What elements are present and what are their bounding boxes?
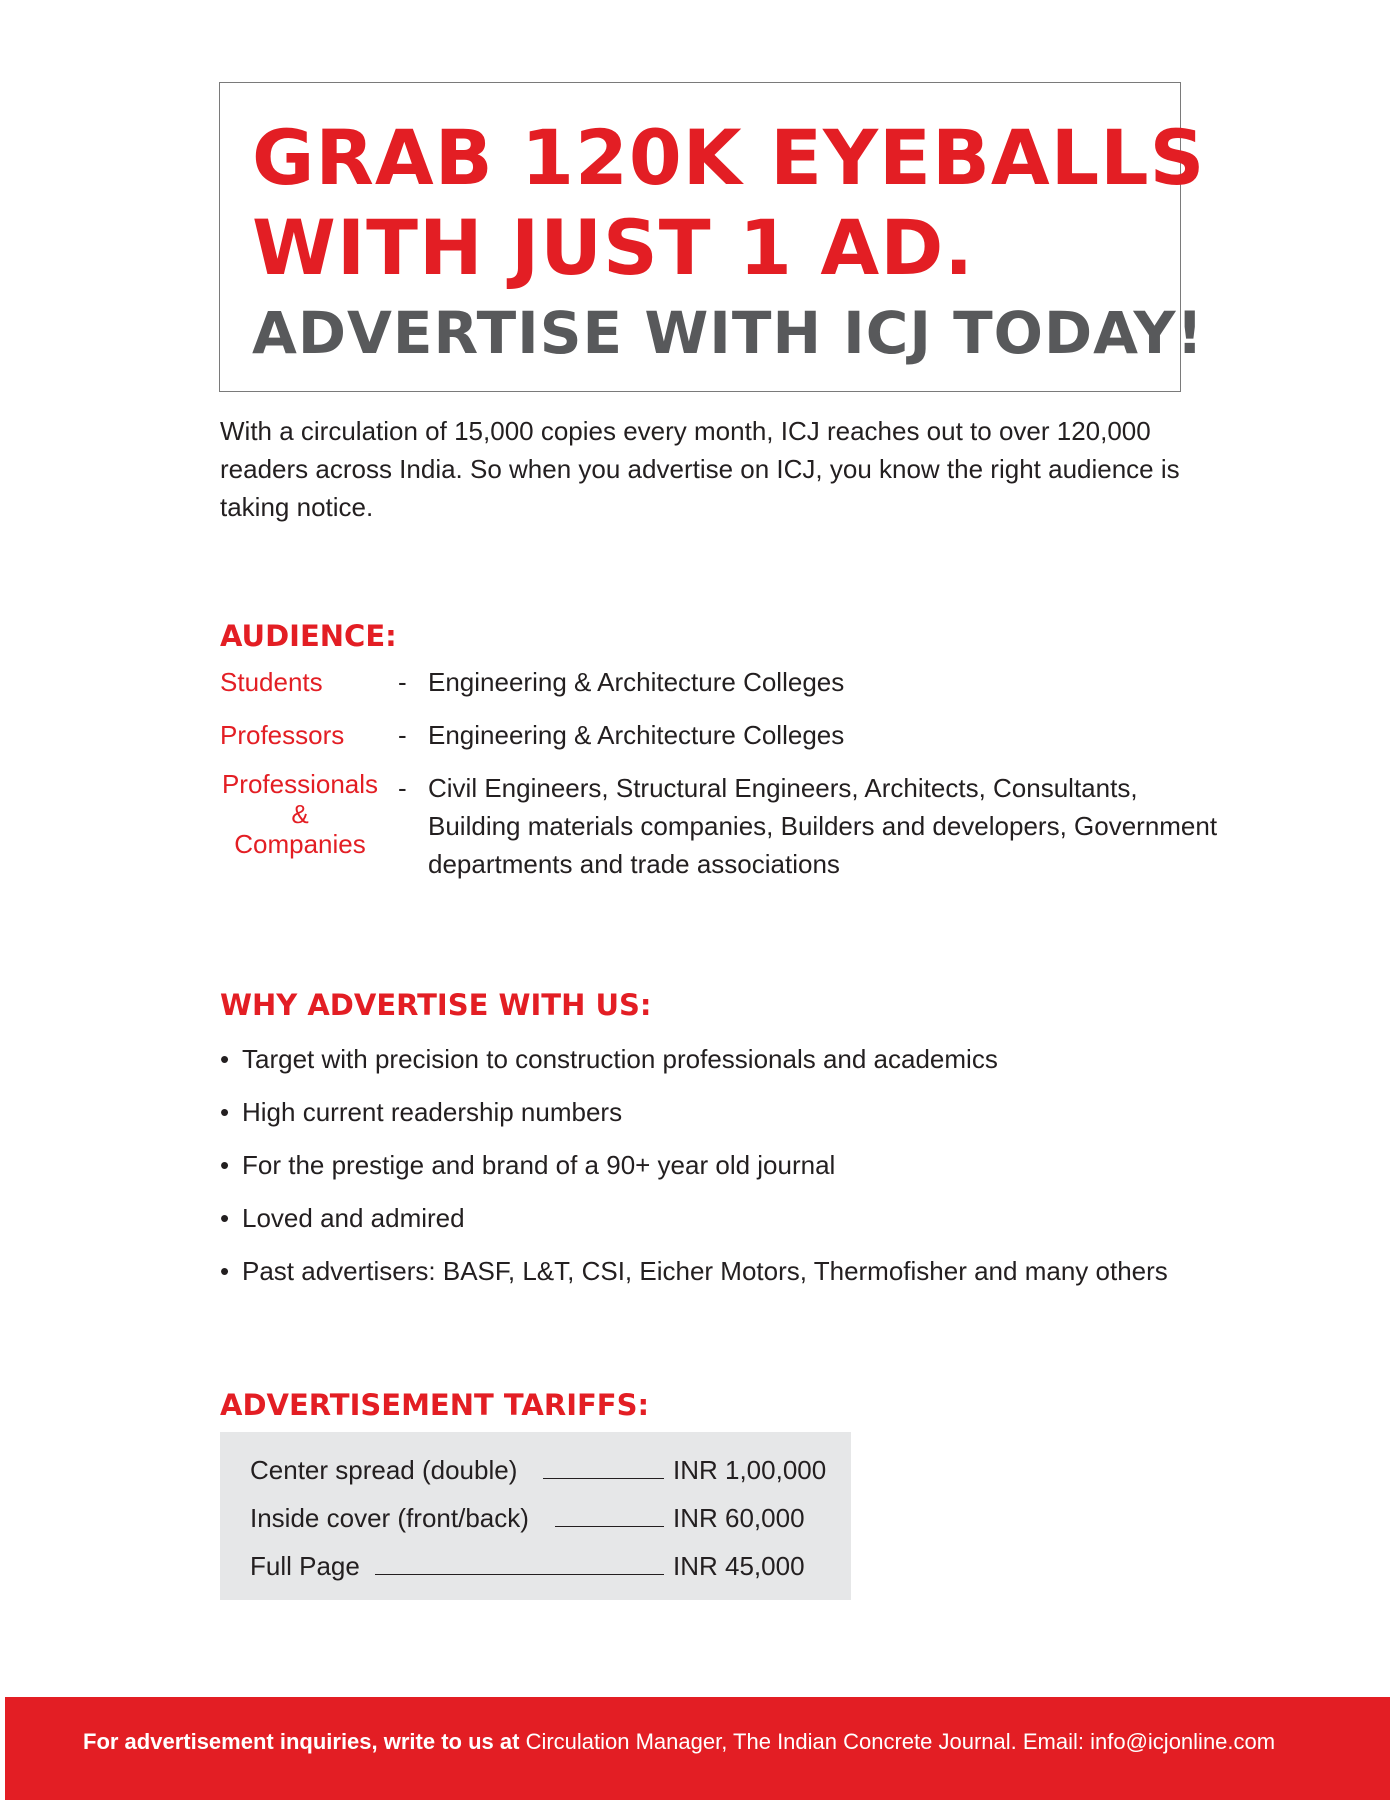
- tariff-price: INR 60,000: [673, 1503, 805, 1533]
- audience-dash: -: [398, 773, 407, 803]
- tariff-price: INR 45,000: [673, 1551, 805, 1581]
- why-advertise-list: [220, 1040, 1168, 1305]
- list-item: [220, 1146, 1168, 1199]
- audience-dash: -: [398, 720, 407, 750]
- list-item-text: For the prestige and brand of a 90+ year old journal: [242, 1150, 836, 1180]
- list-item-text: Loved and admired: [242, 1203, 465, 1233]
- headline-box: [219, 82, 1206, 392]
- leader-line: [543, 1478, 664, 1479]
- list-item-text: Target with precision to construction professionals and academics: [242, 1044, 998, 1074]
- audience-label-line: Professionals: [221, 769, 379, 799]
- list-item: [220, 1199, 1168, 1252]
- tariff-price: INR 1,00,000: [673, 1455, 827, 1485]
- audience-label-line: Companies: [234, 829, 366, 859]
- list-item: [220, 1093, 1168, 1146]
- bullet-icon: •: [220, 1150, 230, 1180]
- list-item-text: High current readership numbers: [242, 1097, 623, 1127]
- tariff-item: Inside cover (front/back): [250, 1503, 529, 1533]
- audience-label-line: &: [291, 799, 309, 829]
- audience-label-multiline: [220, 769, 380, 859]
- leader-line: [555, 1526, 664, 1527]
- list-item: [220, 1252, 1168, 1305]
- headline-line-1: GRAB 120K EYEBALLS: [252, 113, 1206, 202]
- audience-dash: -: [398, 667, 407, 697]
- audience-description: Civil Engineers, Structural Engineers, Architects, Consultants, Building materials companies, Builders and developers, Government departments and trade associations: [428, 773, 1218, 879]
- headline-line-3: ADVERTISE WITH ICJ TODAY!: [252, 299, 1204, 367]
- audience-description: Engineering & Architecture Colleges: [428, 720, 845, 750]
- list-item: [220, 1040, 1168, 1093]
- headline-line-2: WITH JUST 1 AD.: [252, 203, 975, 292]
- footer-text: [83, 1727, 1275, 1757]
- audience-label: Professors: [220, 720, 345, 750]
- tariff-table: [220, 1432, 851, 1600]
- audience-title: AUDIENCE:: [220, 619, 397, 653]
- tariffs-title: ADVERTISEMENT TARIFFS:: [220, 1388, 650, 1422]
- bullet-icon: •: [220, 1203, 230, 1233]
- footer-contact: Circulation Manager, The Indian Concrete Journal. Email: info@icjonline.com: [525, 1729, 1276, 1754]
- intro-paragraph: With a circulation of 15,000 copies every month, ICJ reaches out to over 120,000 readers across India. So when you advertise on ICJ, you know the right audience is taking notice.: [220, 416, 1180, 522]
- audience-label: Students: [220, 667, 323, 697]
- bullet-icon: •: [220, 1097, 230, 1127]
- tariff-item: Center spread (double): [250, 1455, 518, 1485]
- why-advertise-title: WHY ADVERTISE WITH US:: [220, 988, 652, 1022]
- footer-banner: [5, 1697, 1390, 1800]
- footer-lead: For advertisement inquiries, write to us at: [83, 1729, 520, 1754]
- bullet-icon: •: [220, 1256, 230, 1286]
- leader-line: [375, 1574, 664, 1575]
- tariff-item: Full Page: [250, 1551, 360, 1581]
- list-item-text: Past advertisers: BASF, L&T, CSI, Eicher Motors, Thermofisher and many others: [242, 1256, 1168, 1286]
- bullet-icon: •: [220, 1044, 230, 1074]
- audience-description: Engineering & Architecture Colleges: [428, 667, 845, 697]
